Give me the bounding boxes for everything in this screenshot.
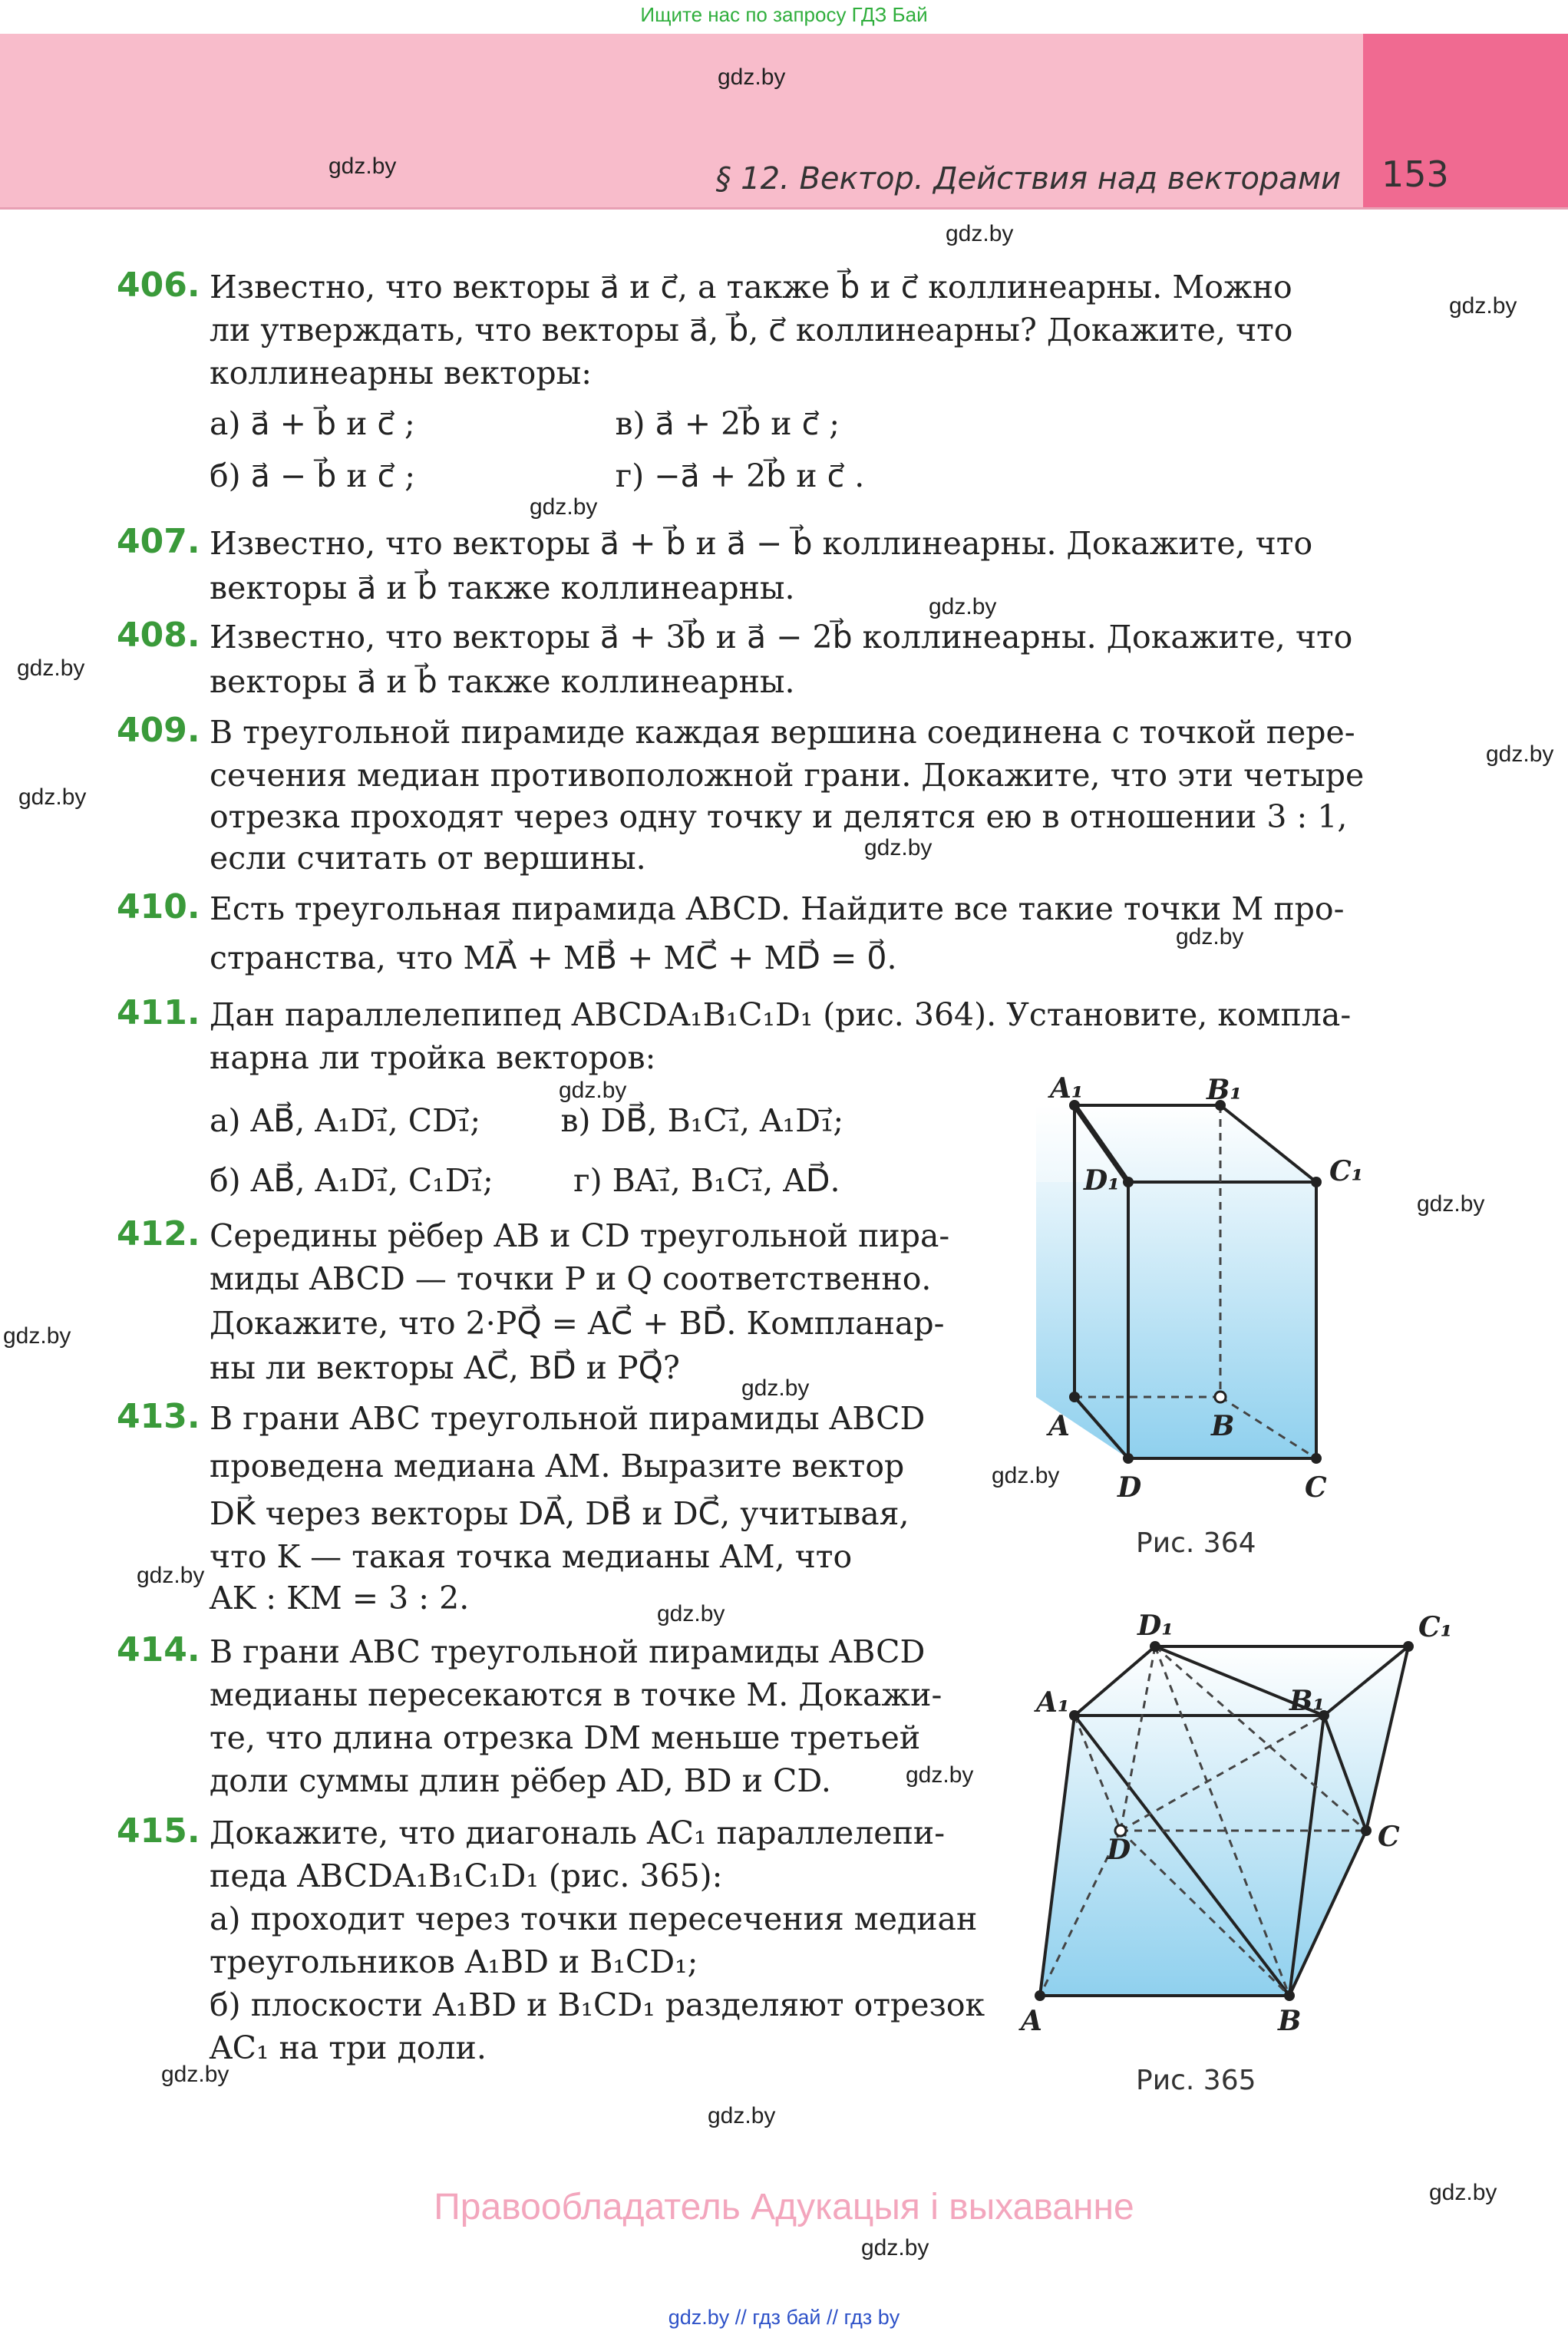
watermark: gdz.by bbox=[1176, 924, 1244, 949]
problem-line: Известно, что векторы a⃗ + b⃗ и a⃗ − b⃗ коллинеарны. Докажите, что bbox=[210, 525, 1313, 562]
problem-line: В грани ABC треугольной пирамиды ABCD bbox=[210, 1400, 926, 1437]
watermark: gdz.by bbox=[708, 2103, 776, 2128]
problem-line: педа ABCDA₁B₁C₁D₁ (рис. 365): bbox=[210, 1858, 723, 1894]
vertex-label: A₁ bbox=[1036, 1686, 1070, 1719]
section-title: § 12. Вектор. Действия над векторами bbox=[715, 161, 1341, 196]
watermark: gdz.by bbox=[530, 494, 598, 520]
problem-line: AK : KM = 3 : 2. bbox=[210, 1580, 470, 1616]
page-number: 153 bbox=[1381, 154, 1449, 195]
problem-line: векторы a⃗ и b⃗ также коллинеарны. bbox=[210, 663, 795, 700]
problem-number: 414. bbox=[117, 1630, 200, 1669]
problem-line: б) a⃗ − b⃗ и c⃗ ; г) −a⃗ + 2b⃗ и c⃗ . bbox=[210, 457, 865, 494]
watermark: gdz.by bbox=[161, 2062, 229, 2087]
problem-line: странства, что MA⃗ + MB⃗ + MC⃗ + MD⃗ = 0⃗. bbox=[210, 939, 897, 976]
problem-line: Дан параллелепипед ABCDA₁B₁C₁D₁ (рис. 364). Установите, компла- bbox=[210, 996, 1352, 1033]
problem-number: 415. bbox=[117, 1811, 200, 1851]
watermark: gdz.by bbox=[3, 1323, 71, 1349]
problem-number: 406. bbox=[117, 266, 200, 305]
problem-line: ли утверждать, что векторы a⃗, b⃗, c⃗ коллинеарны? Докажите, что bbox=[210, 312, 1293, 348]
watermark: gdz.by bbox=[18, 784, 87, 810]
problem-number: 412. bbox=[117, 1214, 200, 1253]
watermark: gdz.by bbox=[741, 1375, 810, 1401]
vertex-label: D bbox=[1107, 1834, 1131, 1866]
watermark: gdz.by bbox=[992, 1463, 1060, 1488]
problem-line: медианы пересекаются в точке M. Докажи- bbox=[210, 1676, 942, 1713]
watermark: gdz.by bbox=[1486, 741, 1554, 767]
problem-line: В треугольной пирамиде каждая вершина соединена с точкой пере- bbox=[210, 714, 1355, 751]
problem-number: 413. bbox=[117, 1397, 200, 1436]
problem-line: Докажите, что диагональ AC₁ параллелепи- bbox=[210, 1815, 946, 1851]
problem-line: б) плоскости A₁BD и B₁CD₁ разделяют отрезок bbox=[210, 1986, 985, 2023]
vertex-label: D bbox=[1117, 1471, 1142, 1504]
figure-364 bbox=[998, 1059, 1535, 1520]
watermark: gdz.by bbox=[657, 1601, 725, 1626]
watermark: gdz.by bbox=[718, 64, 786, 90]
vertex-label: C₁ bbox=[1329, 1155, 1364, 1187]
vertex-label: B₁ bbox=[1207, 1074, 1243, 1106]
problem-line: DK⃗ через векторы DA⃗, DB⃗ и DC⃗, учитывая, bbox=[210, 1495, 909, 1532]
problem-line: миды ABCD — точки P и Q соответственно. bbox=[210, 1260, 932, 1297]
watermark: gdz.by bbox=[1417, 1191, 1485, 1217]
vertex-label: A bbox=[1021, 2005, 1042, 2037]
problem-line: векторы a⃗ и b⃗ также коллинеарны. bbox=[210, 570, 795, 606]
problem-line: сечения медиан противоположной грани. Докажите, что эти четыре bbox=[210, 757, 1365, 794]
vertex-label: B₁ bbox=[1289, 1685, 1325, 1717]
problem-line: Известно, что векторы a⃗ + 3b⃗ и a⃗ − 2b⃗ коллинеарны. Докажите, что bbox=[210, 619, 1353, 655]
problem-line: треугольников A₁BD и B₁CD₁; bbox=[210, 1943, 698, 1980]
problem-line: а) проходит через точки пересечения медиан bbox=[210, 1900, 978, 1937]
vertex-label: D₁ bbox=[1084, 1164, 1120, 1197]
vertex-label: B bbox=[1278, 2005, 1302, 2037]
watermark: gdz.by bbox=[17, 655, 85, 681]
watermark: gdz.by bbox=[929, 594, 997, 619]
problem-line: ны ли векторы AC⃗, BD⃗ и PQ⃗? bbox=[210, 1349, 680, 1386]
problem-line: отрезка проходят через одну точку и делятся ею в отношении 3 : 1, bbox=[210, 798, 1348, 835]
problem-line: нарна ли тройка векторов: bbox=[210, 1039, 656, 1076]
problem-number: 409. bbox=[117, 711, 200, 750]
figure-365 bbox=[998, 1597, 1535, 2057]
bottom-links[interactable]: gdz.by // гдз бай // гдз by bbox=[668, 2306, 900, 2329]
problem-line: проведена медиана AM. Выразите вектор bbox=[210, 1448, 905, 1484]
problem-line: если считать от вершины. bbox=[210, 840, 646, 877]
problem-number: 408. bbox=[117, 616, 200, 655]
vertex-label: A₁ bbox=[1050, 1072, 1084, 1105]
vertex-label: B bbox=[1211, 1410, 1235, 1442]
watermark: gdz.by bbox=[864, 835, 933, 860]
problem-number: 411. bbox=[117, 993, 200, 1032]
problem-line: доли суммы длин рёбер AD, BD и CD. bbox=[210, 1762, 831, 1799]
problem-line: В грани ABC треугольной пирамиды ABCD bbox=[210, 1633, 926, 1670]
problem-line: Середины рёбер AB и CD треугольной пира- bbox=[210, 1217, 950, 1254]
watermark: gdz.by bbox=[137, 1563, 205, 1588]
problem-line: б) AB⃗, A₁D₁⃗, C₁D₁⃗; г) BA₁⃗, B₁C₁⃗, AD⃗. bbox=[210, 1162, 840, 1199]
problem-line: AC₁ на три доли. bbox=[210, 2029, 487, 2066]
problem-number: 407. bbox=[117, 522, 200, 561]
figure-caption: Рис. 365 bbox=[1136, 2065, 1256, 2096]
problem-line: коллинеарны векторы: bbox=[210, 355, 593, 391]
problem-line: Докажите, что 2·PQ⃗ = AC⃗ + BD⃗. Компланар- bbox=[210, 1305, 945, 1342]
watermark: gdz.by bbox=[1449, 293, 1517, 319]
rights-holder: Правообладатель Адукацыя і выхаванне bbox=[434, 2187, 1134, 2227]
watermark: gdz.by bbox=[946, 221, 1014, 246]
watermark: gdz.by bbox=[1429, 2180, 1497, 2205]
header-divider bbox=[0, 207, 1568, 210]
vertex-label: C bbox=[1305, 1471, 1327, 1504]
vertex-label: C bbox=[1378, 1821, 1400, 1853]
problem-line: Есть треугольная пирамида ABCD. Найдите все такие точки M про- bbox=[210, 890, 1345, 927]
problem-line: Известно, что векторы a⃗ и c⃗, а также b⃗ и c⃗ коллинеарны. Можно bbox=[210, 269, 1292, 305]
vertex-label: D₁ bbox=[1137, 1610, 1174, 1642]
watermark: gdz.by bbox=[328, 154, 397, 179]
problem-number: 410. bbox=[117, 887, 200, 926]
problem-line: те, что длина отрезка DM меньше третьей bbox=[210, 1719, 921, 1756]
top-note: Ищите нас по запросу ГДЗ Бай bbox=[640, 3, 928, 26]
vertex-label: C₁ bbox=[1418, 1611, 1453, 1643]
problem-line: что K — такая точка медианы AM, что bbox=[210, 1538, 853, 1575]
problem-line: а) a⃗ + b⃗ и c⃗ ; в) a⃗ + 2b⃗ и c⃗ ; bbox=[210, 405, 840, 442]
vertex-label: A bbox=[1048, 1410, 1070, 1442]
problem-line: а) AB⃗, A₁D₁⃗, CD₁⃗; в) DB⃗, B₁C₁⃗, A₁D₁⃗; bbox=[210, 1102, 844, 1139]
watermark: gdz.by bbox=[559, 1078, 627, 1103]
figure-caption: Рис. 364 bbox=[1136, 1527, 1256, 1559]
watermark: gdz.by bbox=[906, 1762, 974, 1788]
watermark: gdz.by bbox=[861, 2235, 929, 2260]
